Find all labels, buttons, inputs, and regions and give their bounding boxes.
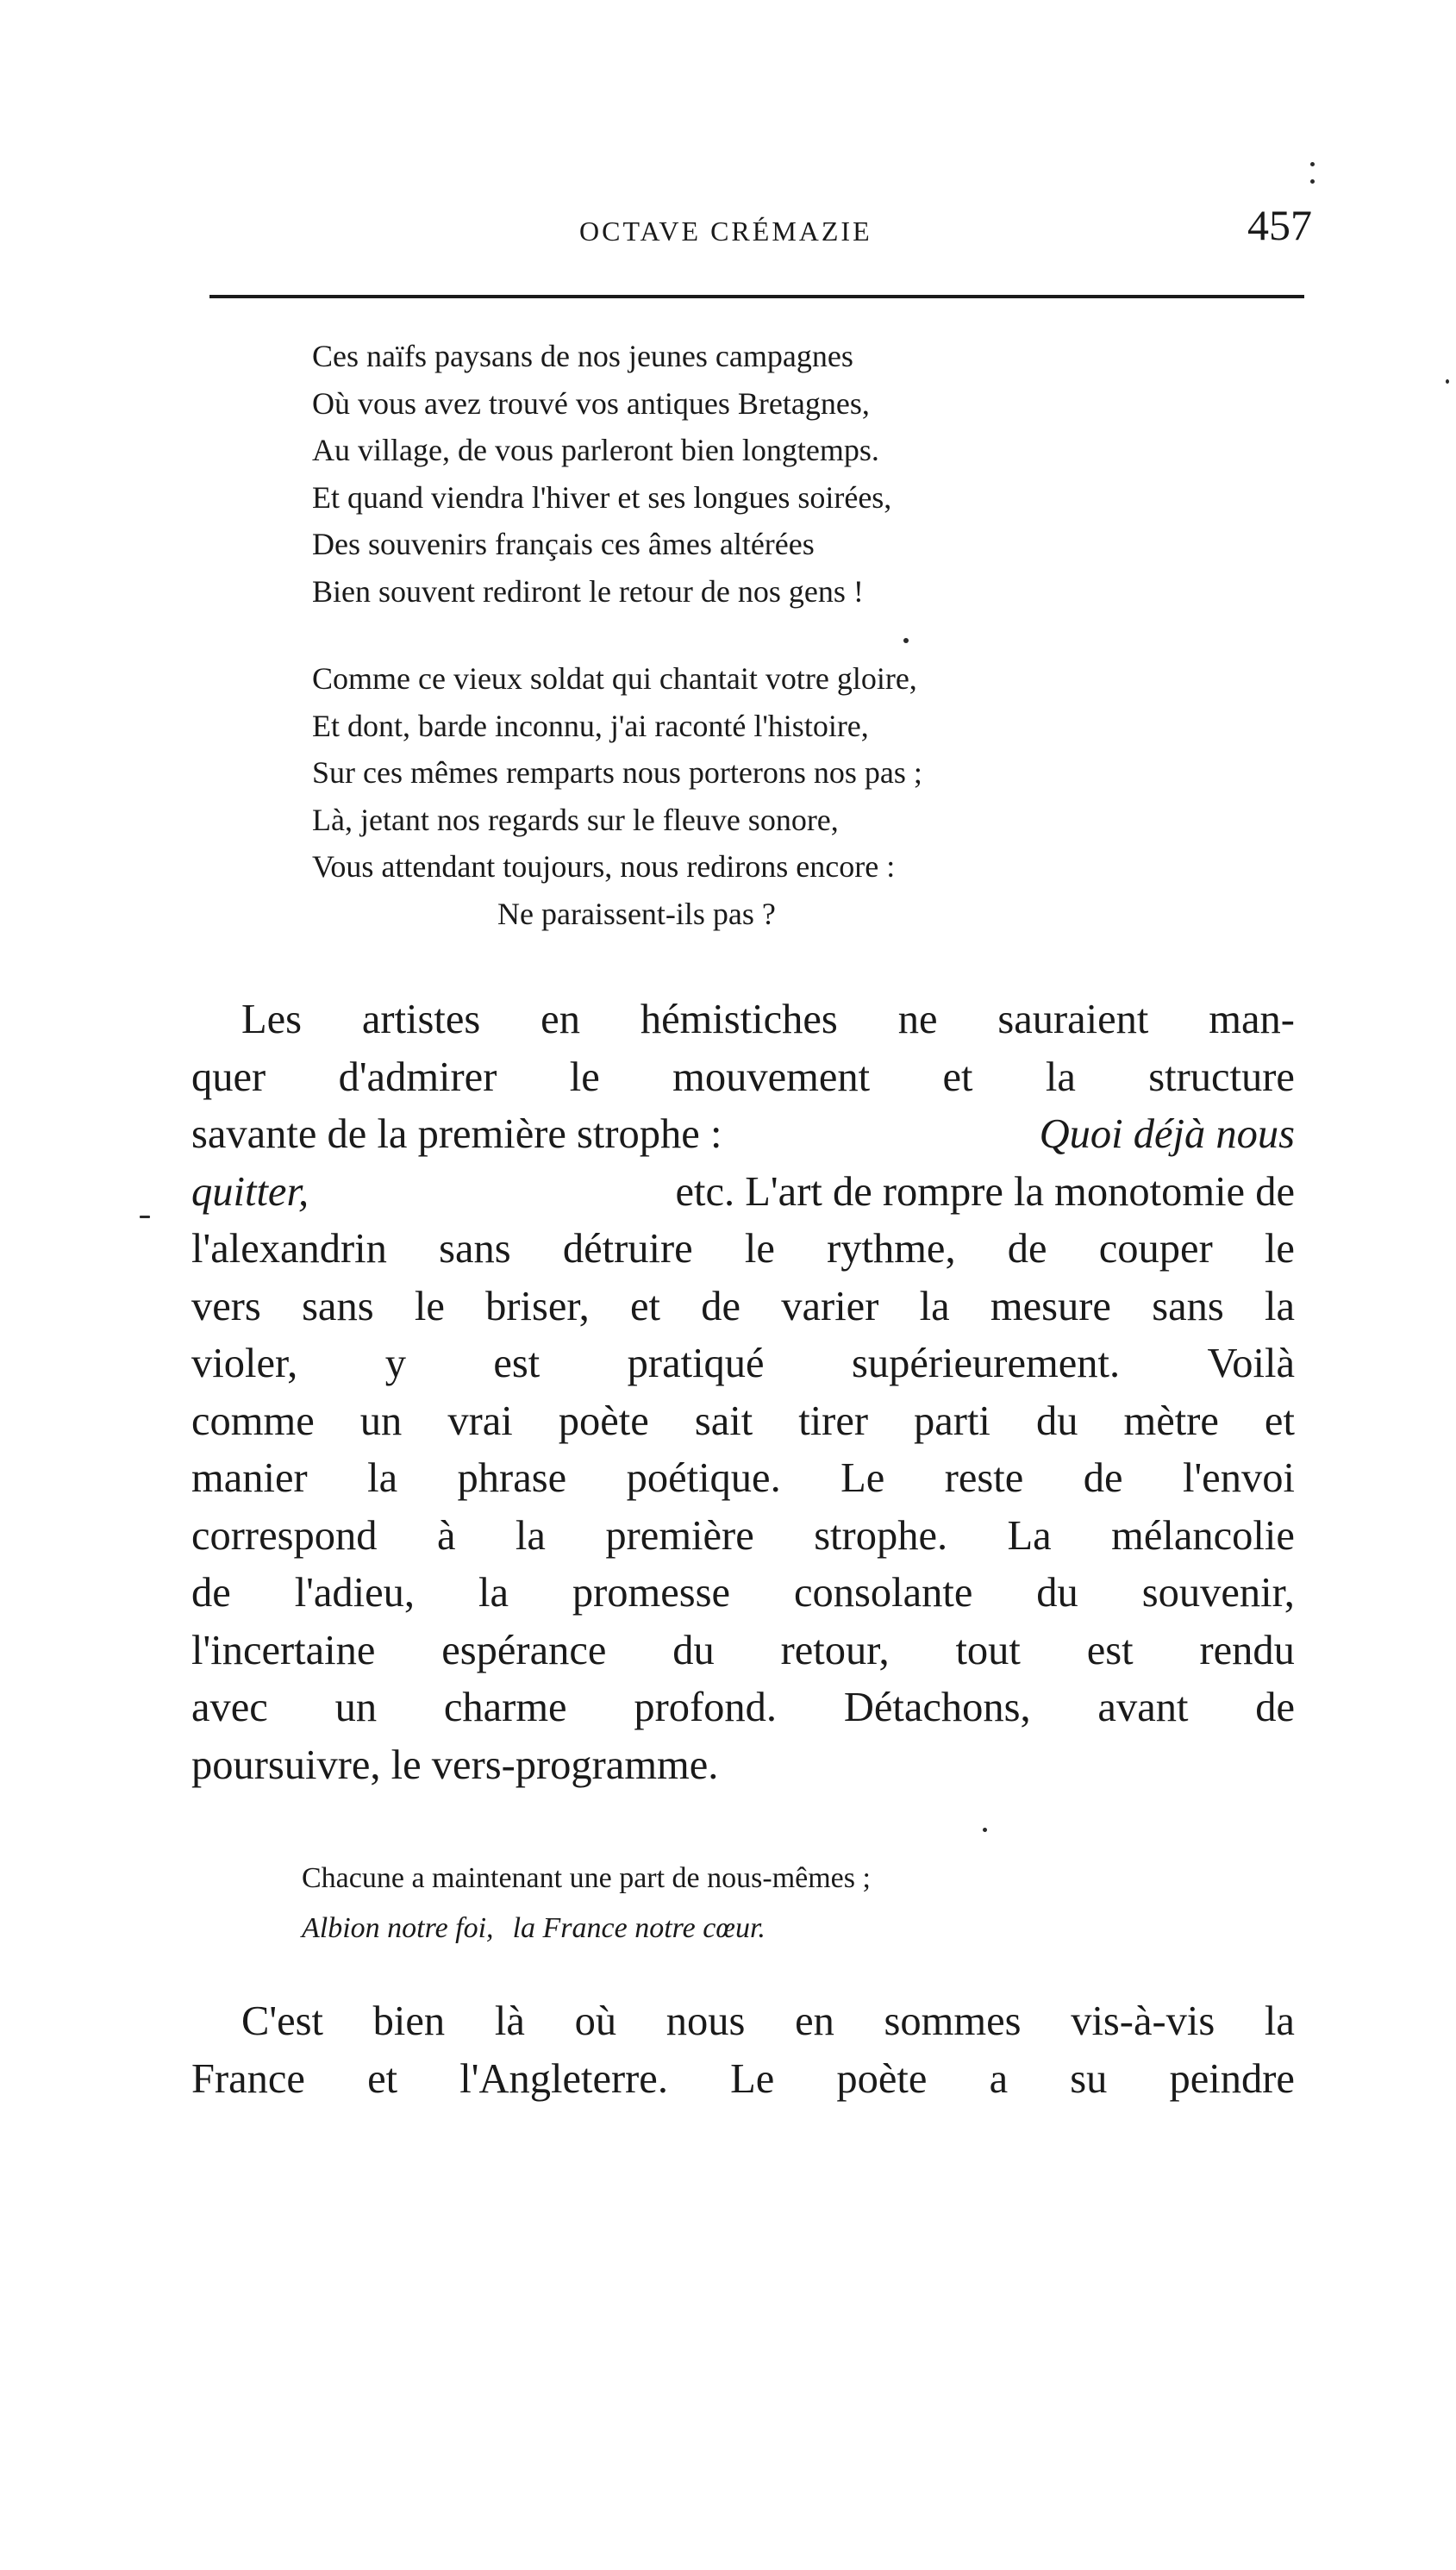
- header-rule: [209, 295, 1304, 298]
- word: de: [1255, 1685, 1295, 1730]
- ink-speck: [1446, 379, 1449, 384]
- paragraph-line: [191, 991, 1295, 1049]
- verse-line: Bien souvent rediront le retour de nos gens !: [312, 573, 864, 609]
- paragraph-text: etc. L'art de rompre la monotomie de: [675, 1168, 1295, 1215]
- word: nous: [666, 1998, 746, 2044]
- word: strophe.: [814, 1512, 948, 1559]
- word: et: [942, 1054, 973, 1100]
- word: quer: [191, 1054, 266, 1100]
- paragraph-1: [191, 991, 1295, 1794]
- word: sauraient: [997, 997, 1149, 1042]
- word: structure: [1148, 1054, 1295, 1100]
- word: et: [1264, 1398, 1295, 1444]
- word: un: [359, 1398, 403, 1444]
- word: varier: [781, 1283, 879, 1329]
- word: la: [919, 1283, 950, 1329]
- word: à: [436, 1512, 456, 1559]
- verse-line: Et quand viendra l'hiver et ses longues soirées,: [312, 479, 892, 515]
- word: sait: [694, 1398, 753, 1444]
- verse-stanza-1: [312, 333, 1174, 615]
- quoted-phrase: Quoi déjà nous: [1039, 1111, 1295, 1157]
- running-title: OCTAVE CRÉMAZIE: [579, 216, 872, 247]
- word: du: [1035, 1398, 1078, 1444]
- paragraph-line: [191, 1508, 1295, 1566]
- word: poète: [558, 1398, 649, 1444]
- word: le: [1264, 1226, 1295, 1272]
- paragraph-line: [191, 1049, 1295, 1107]
- word: Voilà: [1207, 1341, 1295, 1386]
- word: correspond: [191, 1512, 378, 1559]
- word: le: [569, 1054, 600, 1100]
- word: la: [478, 1570, 509, 1616]
- word: Les: [241, 997, 303, 1042]
- word: poétique.: [626, 1455, 781, 1501]
- word: bien: [372, 1998, 446, 2044]
- word: a: [989, 2055, 1009, 2102]
- word: manier: [191, 1455, 308, 1501]
- word: su: [1070, 2055, 1108, 2102]
- word: l'Angleterre.: [459, 2055, 668, 2102]
- word: où: [574, 1998, 617, 2044]
- paragraph-line: [191, 1679, 1295, 1737]
- word: poète: [836, 2055, 928, 2102]
- word: Détachons,: [843, 1685, 1031, 1730]
- ink-speck: [903, 638, 909, 643]
- verse-line: Vous attendant toujours, nous redirons encore :: [312, 849, 896, 884]
- quotation-line: Chacune a maintenant une part de nous-mêmes ;: [302, 1862, 871, 1894]
- word: sans: [1152, 1283, 1224, 1329]
- quoted-phrase-continued: [191, 1164, 309, 1222]
- word: rythme,: [827, 1226, 956, 1272]
- word: l'envoi: [1182, 1455, 1295, 1501]
- word: man-: [1209, 997, 1295, 1042]
- verse-stanza-2: [312, 655, 1174, 937]
- word: est: [1086, 1627, 1134, 1673]
- word: là: [494, 1998, 525, 2044]
- word: Le: [730, 2055, 775, 2102]
- quotation-line: [302, 1904, 1250, 1954]
- word: retour,: [780, 1627, 890, 1673]
- verse-refrain-line: Ne paraissent-ils pas ?: [497, 896, 776, 931]
- word: la: [367, 1455, 398, 1501]
- word: profond.: [634, 1685, 778, 1730]
- word: ne: [897, 997, 938, 1042]
- word: du: [672, 1627, 715, 1673]
- word: phrase: [457, 1455, 567, 1501]
- word: et: [629, 1283, 660, 1329]
- word: parti: [914, 1398, 990, 1444]
- paragraph-line: [191, 1106, 1295, 1164]
- paragraph-line: [191, 1993, 1295, 2051]
- verse-line: Sur ces mêmes remparts nous porterons nos pas ;: [312, 755, 922, 790]
- word: l'alexandrin: [191, 1226, 387, 1272]
- paragraph-line: poursuivre, le vers-programme.: [191, 1741, 719, 1788]
- word: comme: [191, 1398, 315, 1444]
- word: pratiqué: [627, 1341, 765, 1386]
- paragraph-line: [191, 2051, 1295, 2109]
- paragraph-line: [191, 1393, 1295, 1451]
- word: le: [744, 1226, 775, 1272]
- word: détruire: [562, 1226, 693, 1272]
- word: le: [414, 1283, 445, 1329]
- ink-speck: [1310, 179, 1315, 184]
- verse-line: Là, jetant nos regards sur le fleuve sonore,: [312, 802, 839, 837]
- word: de: [1083, 1455, 1123, 1501]
- word: peindre: [1169, 2055, 1295, 2102]
- quotation-phrase: Albion notre foi,: [302, 1912, 494, 1944]
- paragraph-line: [191, 1221, 1295, 1279]
- word: mouvement: [672, 1054, 871, 1100]
- word: de: [191, 1570, 231, 1616]
- word: mélancolie: [1111, 1512, 1295, 1559]
- word: vers: [191, 1283, 261, 1329]
- paragraph-2: [191, 1993, 1295, 2108]
- verse-line: Où vous avez trouvé vos antiques Bretagnes,: [312, 385, 870, 421]
- word: France: [191, 2055, 305, 2102]
- quotation-phrase: la France notre cœur.: [512, 1912, 765, 1944]
- word: hémistiches: [640, 997, 838, 1042]
- paragraph-line: [191, 1164, 1295, 1222]
- word: la: [515, 1512, 546, 1559]
- verse-line: Ces naïfs paysans de nos jeunes campagnes: [312, 339, 853, 373]
- paragraph-line: [191, 1450, 1295, 1508]
- word: d'admirer: [338, 1054, 497, 1100]
- word: de: [1007, 1226, 1047, 1272]
- word: mètre: [1123, 1398, 1219, 1444]
- word: avant: [1097, 1685, 1189, 1730]
- verse-line: Et dont, barde inconnu, j'ai raconté l'histoire,: [312, 708, 869, 743]
- word: est: [493, 1341, 541, 1386]
- word: souvenir,: [1141, 1570, 1295, 1616]
- paragraph-line: [191, 1565, 1295, 1623]
- word: sans: [302, 1283, 374, 1329]
- word: vis-à-vis: [1071, 1998, 1215, 2044]
- word: briser,: [485, 1283, 590, 1329]
- word: sans: [439, 1226, 511, 1272]
- word: promesse: [572, 1570, 731, 1616]
- word: l'adieu,: [294, 1570, 416, 1616]
- word: de: [701, 1283, 741, 1329]
- word: rendu: [1199, 1627, 1295, 1673]
- ink-speck: [983, 1828, 987, 1832]
- word: avec: [191, 1685, 268, 1730]
- word: La: [1007, 1512, 1052, 1559]
- word: violer,: [191, 1341, 298, 1386]
- word: Le: [840, 1455, 885, 1501]
- word: et: [367, 2055, 398, 2102]
- paragraph-text: savante de la première strophe :: [191, 1111, 722, 1157]
- word: du: [1036, 1570, 1078, 1616]
- verse-line: Comme ce vieux soldat qui chantait votre gloire,: [312, 661, 917, 696]
- word: la: [1264, 1283, 1295, 1329]
- word: la: [1045, 1054, 1076, 1100]
- word: charme: [443, 1685, 567, 1730]
- word: en: [541, 997, 580, 1042]
- word: artistes: [361, 997, 481, 1042]
- quoted-phrase-end: quitter,: [191, 1168, 309, 1215]
- block-quotation: [302, 1854, 1250, 1954]
- verse-line: Des souvenirs français ces âmes altérées: [312, 527, 815, 561]
- page-number: 457: [1247, 201, 1312, 249]
- word: mesure: [990, 1283, 1111, 1329]
- word: première: [605, 1512, 754, 1559]
- word: vrai: [447, 1398, 513, 1444]
- verse-line: Au village, de vous parleront bien longtemps.: [312, 433, 879, 467]
- word: consolante: [793, 1570, 973, 1616]
- word: reste: [944, 1455, 1024, 1501]
- word: espérance: [441, 1627, 607, 1673]
- word: couper: [1098, 1226, 1213, 1272]
- word: tirer: [798, 1398, 868, 1444]
- word: la: [1264, 1998, 1295, 2044]
- word: l'incertaine: [191, 1627, 376, 1673]
- word: tout: [955, 1627, 1021, 1673]
- paragraph-line: [191, 1279, 1295, 1336]
- ink-speck: [1310, 162, 1315, 166]
- word: y: [384, 1341, 406, 1386]
- word: en: [795, 1998, 834, 2044]
- word: un: [334, 1685, 378, 1730]
- word: supérieurement.: [851, 1341, 1121, 1386]
- word: sommes: [884, 1998, 1022, 2044]
- paragraph-line: [191, 1335, 1295, 1393]
- paragraph-line: [191, 1623, 1295, 1680]
- running-head: [191, 200, 1312, 252]
- word: C'est: [241, 1998, 323, 2044]
- ink-speck: [140, 1216, 150, 1218]
